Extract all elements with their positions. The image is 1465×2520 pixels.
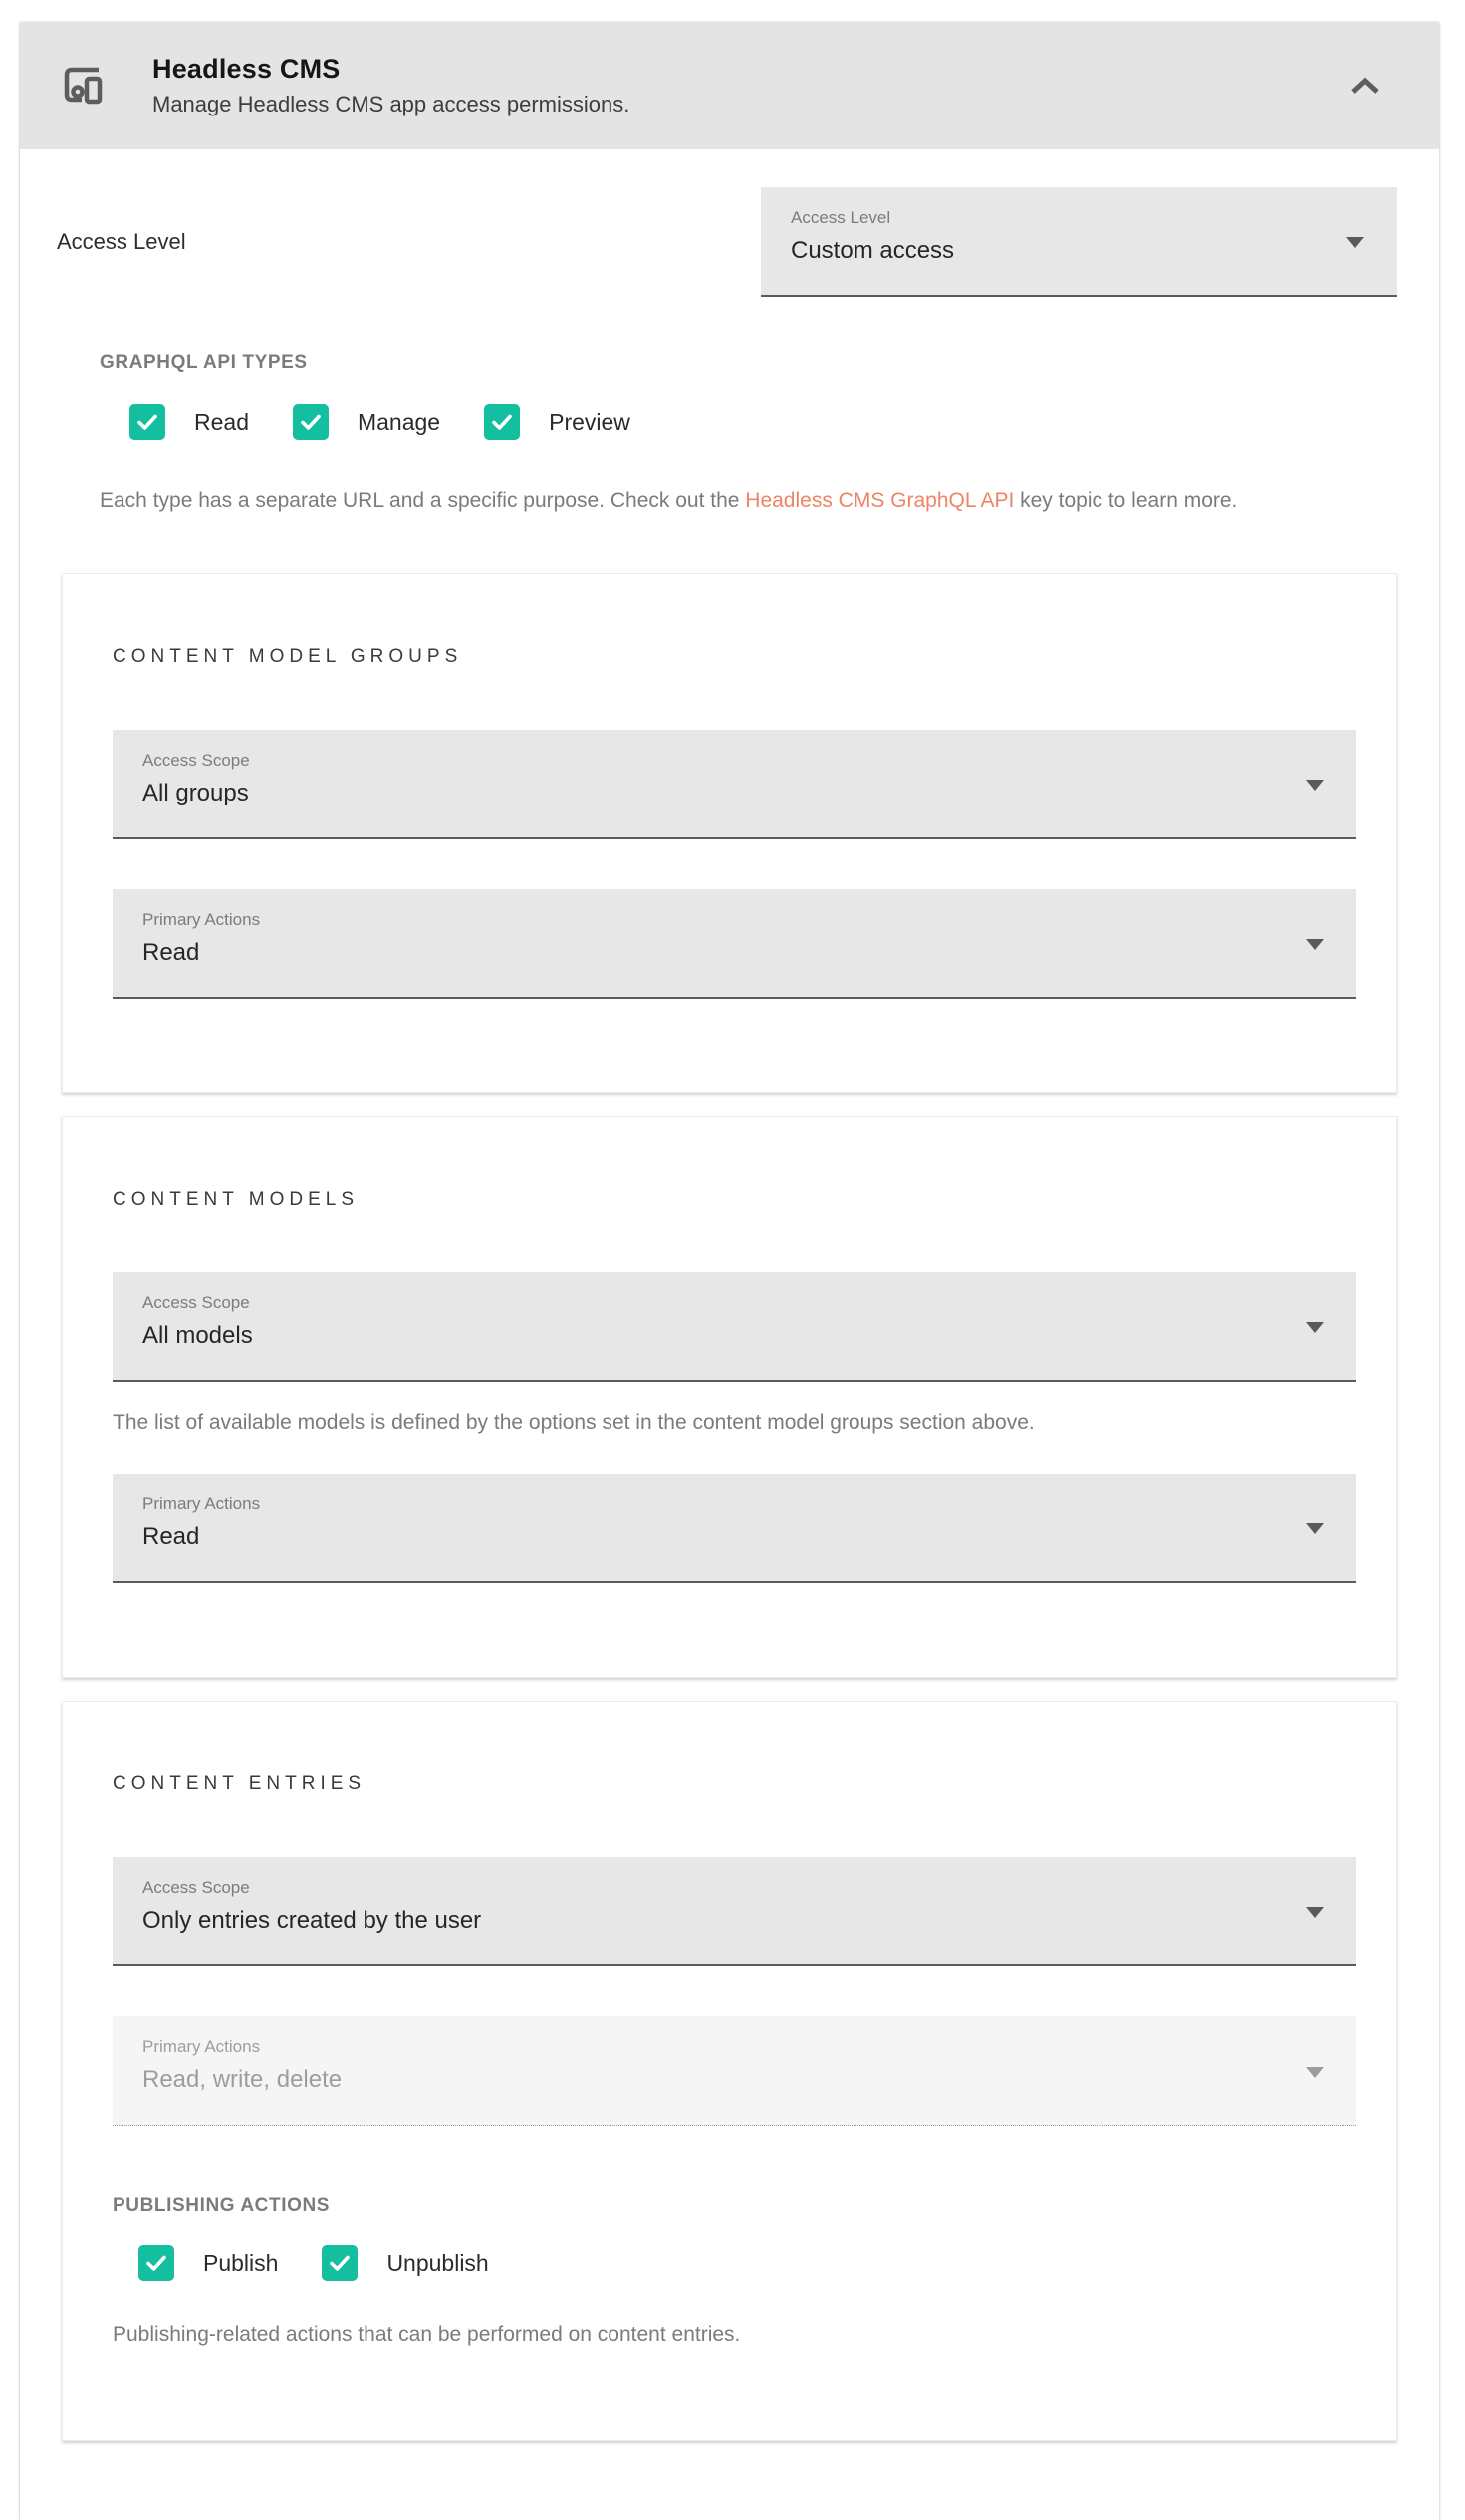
dropdown-arrow-icon — [1306, 1523, 1324, 1534]
select-floating-label: Primary Actions — [142, 910, 261, 929]
graphql-api-types-title: GRAPHQL API TYPES — [100, 352, 308, 373]
content-models-card — [62, 1116, 1397, 1678]
access-level-select[interactable] — [761, 187, 1397, 297]
card-title: CONTENT ENTRIES — [113, 1773, 366, 1794]
panel-title: Headless CMS — [152, 54, 341, 84]
header-text-block — [152, 54, 1342, 117]
select-value: Read — [142, 939, 200, 966]
publishing-help-text: Publishing-related actions that can be performed on content entries. — [113, 2323, 741, 2346]
help-text-after: key topic to learn more. — [1014, 489, 1238, 512]
access-level-row — [57, 187, 1397, 297]
select-value: All models — [142, 1322, 253, 1349]
devices-icon — [61, 62, 113, 110]
checkbox-checked-icon — [129, 404, 165, 440]
checkbox-checked-icon — [322, 2245, 358, 2281]
content-model-groups-card — [62, 573, 1397, 1093]
checkbox-label: Publish — [203, 2249, 279, 2276]
checkbox-checked-icon — [293, 404, 329, 440]
dropdown-arrow-icon — [1306, 1907, 1324, 1918]
checkbox-label: Unpublish — [386, 2249, 489, 2276]
card-title: CONTENT MODEL GROUPS — [113, 646, 463, 667]
select-value: Read — [142, 1523, 200, 1550]
checkbox-manage[interactable] — [293, 404, 440, 440]
accordion-body — [20, 149, 1439, 2441]
content-model-groups-primary-actions-select[interactable] — [113, 889, 1356, 999]
checkbox-checked-icon — [484, 404, 520, 440]
content-models-access-scope-select[interactable] — [113, 1272, 1356, 1382]
chevron-up-icon — [1349, 76, 1381, 96]
dropdown-arrow-icon — [1306, 939, 1324, 950]
select-value: Only entries created by the user — [142, 1907, 482, 1934]
content-entries-card — [62, 1701, 1397, 2441]
select-floating-label: Access Scope — [142, 751, 250, 770]
checkbox-checked-icon — [138, 2245, 174, 2281]
collapse-button[interactable] — [1342, 62, 1389, 110]
checkbox-label: Read — [194, 408, 249, 435]
accordion-header[interactable] — [20, 22, 1439, 149]
headless-cms-permissions-panel — [20, 22, 1439, 2520]
checkbox-unpublish[interactable] — [322, 2245, 488, 2281]
dropdown-arrow-icon — [1346, 237, 1364, 248]
checkbox-preview[interactable] — [484, 404, 630, 440]
content-model-groups-access-scope-select[interactable] — [113, 730, 1356, 839]
headless-cms-graphql-api-link[interactable]: Headless CMS GraphQL API — [745, 489, 1015, 512]
content-entries-access-scope-select[interactable] — [113, 1857, 1356, 1966]
checkbox-label: Manage — [357, 408, 441, 435]
publishing-actions-title: PUBLISHING ACTIONS — [113, 2195, 331, 2216]
panel-subtitle: Manage Headless CMS app access permissions. — [152, 92, 630, 116]
select-value: All groups — [142, 780, 249, 806]
access-level-label: Access Level — [57, 229, 186, 254]
graphql-help-text — [100, 484, 1265, 518]
card-title: CONTENT MODELS — [113, 1189, 360, 1210]
publishing-checkbox-row — [138, 2245, 1356, 2281]
select-floating-label: Primary Actions — [142, 1494, 261, 1513]
checkbox-label: Preview — [549, 408, 630, 435]
select-value: Read, write, delete — [142, 2066, 343, 2093]
select-floating-label: Access Scope — [142, 1878, 250, 1897]
select-floating-label: Access Scope — [142, 1293, 250, 1312]
dropdown-arrow-icon — [1306, 780, 1324, 791]
select-floating-label: Access Level — [791, 208, 891, 227]
graphql-api-types-section — [100, 352, 1397, 518]
select-value: Custom access — [791, 237, 955, 264]
checkbox-read[interactable] — [129, 404, 249, 440]
content-entries-primary-actions-select-disabled — [113, 2016, 1356, 2126]
graphql-checkbox-row — [129, 404, 1397, 440]
content-models-help-text: The list of available models is defined by the options set in the content model groups section above. — [113, 1411, 1035, 1434]
checkbox-publish[interactable] — [138, 2245, 278, 2281]
help-text-before: Each type has a separate URL and a specific purpose. Check out the — [100, 489, 746, 512]
content-models-primary-actions-select[interactable] — [113, 1474, 1356, 1583]
select-floating-label: Primary Actions — [142, 2037, 261, 2056]
dropdown-arrow-icon — [1306, 1322, 1324, 1333]
dropdown-arrow-icon — [1306, 2067, 1324, 2078]
